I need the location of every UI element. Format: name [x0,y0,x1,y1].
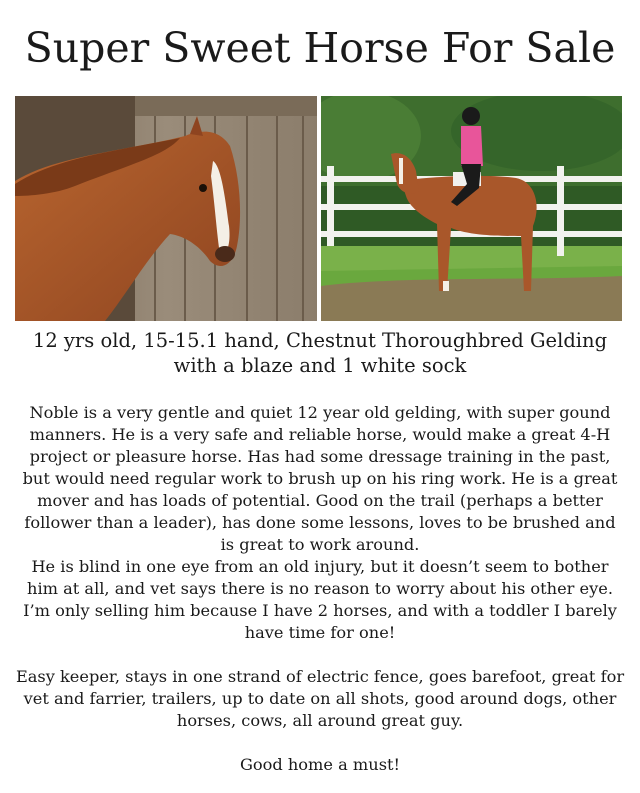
horse-summary [10,328,630,378]
description-line: He is blind in one eye from an old injury, but it doesn’t seem to bother [31,557,609,576]
description-line: manners. He is a very safe and reliable horse, would make a great 4-H [29,425,611,444]
description-line: have time for one! [244,623,396,642]
details-line: vet and farrier, trailers, up to date on all shots, good around dogs, other [23,689,617,708]
summary-line: 12 yrs old, 15-15.1 hand, Chestnut Thoroughbred Gelding [32,329,608,352]
horse-riding-photo [321,96,622,321]
description-line: project or pleasure horse. Has had some dressage training in the past, [29,447,611,466]
description-line: I’m only selling him because I have 2 horses, and with a toddler I barely [23,601,617,620]
horse-portrait-photo [15,96,317,321]
description-block [8,402,632,776]
description-line: is great to work around. [220,535,420,554]
closing-line: Good home a must! [239,755,401,774]
page-title: Super Sweet Horse For Sale [24,24,616,72]
details-line: horses, cows, all around great guy. [176,711,464,730]
summary-line: with a blaze and 1 white sock [173,354,467,377]
description-line: follower than a leader), has done some lessons, loves to be brushed and [24,513,616,532]
description-line: him at all, and vet says there is no reason to worry about his other eye. [27,579,613,598]
description-line: but would need regular work to brush up on his ring work. He is a great [22,469,618,488]
description-line: mover and has loads of potential. Good on the trail (perhaps a better [37,491,603,510]
description-line: Noble is a very gentle and quiet 12 year old gelding, with super gound [29,403,611,422]
details-line: Easy keeper, stays in one strand of electric fence, goes barefoot, great for [15,667,625,686]
